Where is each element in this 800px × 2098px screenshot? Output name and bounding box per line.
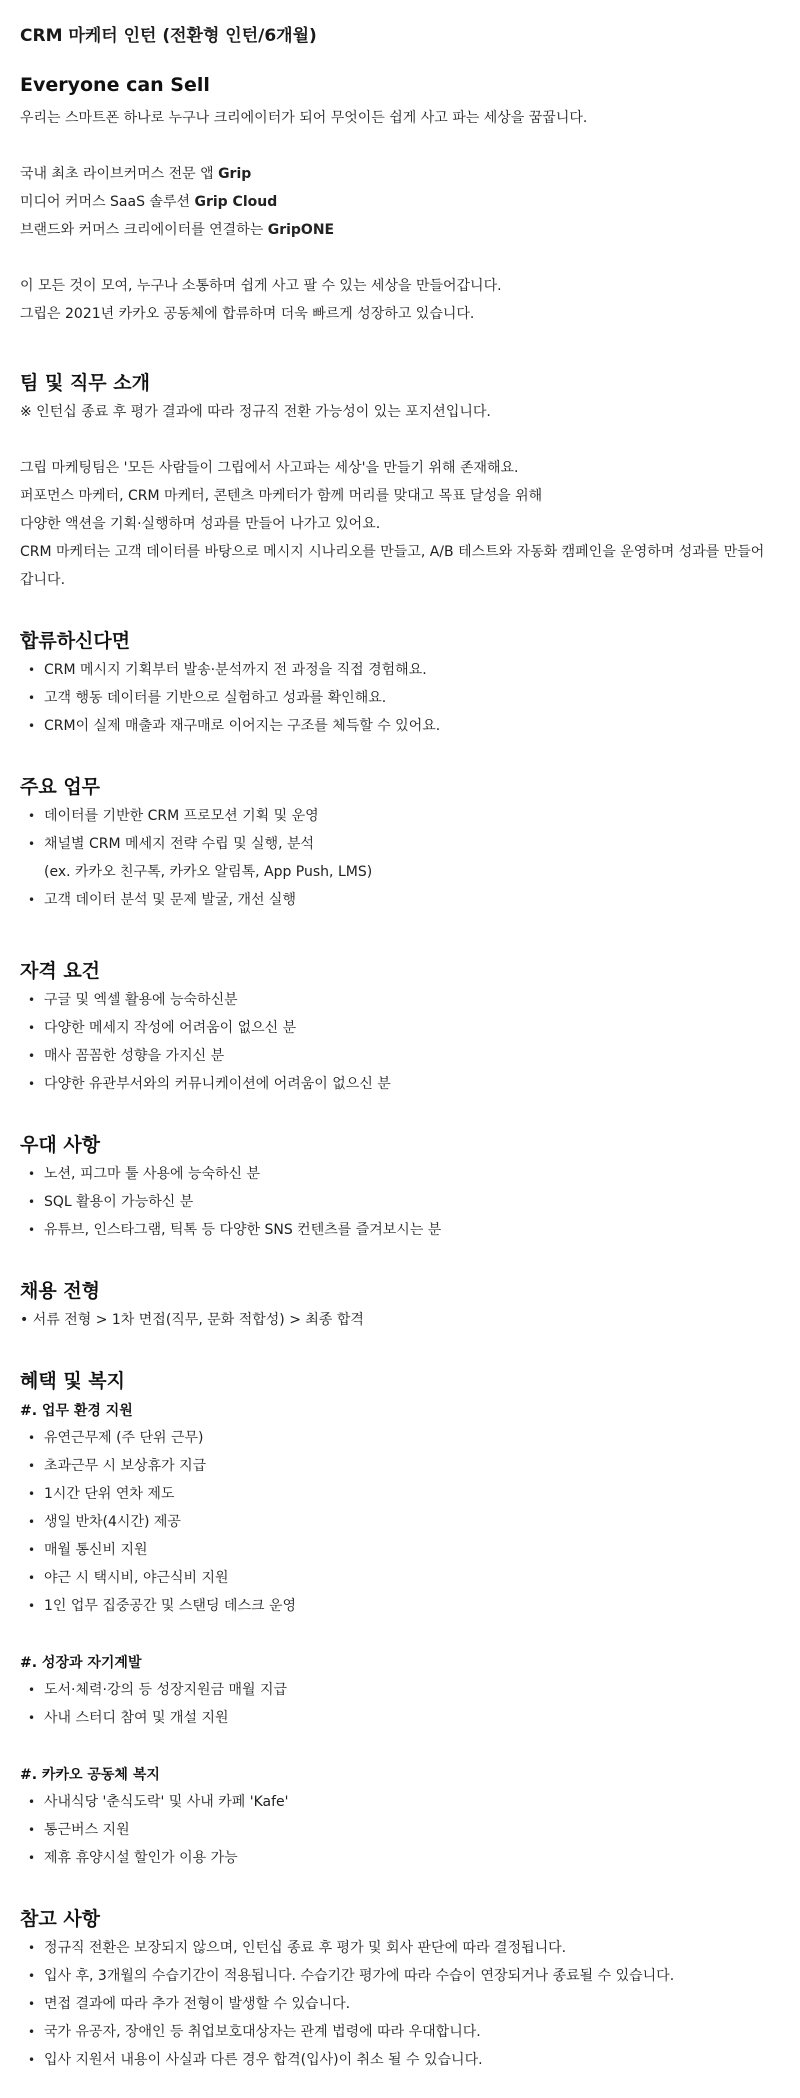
list-item: • 매월 통신비 지원: [34, 1540, 138, 1560]
benefit-group-title: #. 성장과 자기계발: [20, 1655, 142, 1671]
list-item: • 데이터를 기반한 CRM 프로모션 기획 및 운영: [34, 806, 309, 826]
list-item: • 사내식당 '춘식도락' 및 사내 카페 'Kafe': [34, 1792, 279, 1812]
list-item: • 면접 결과에 따라 추가 전형이 발생할 수 있습니다.: [34, 1994, 340, 2014]
team-line: 그립 마케팅팀은 '모든 사람들이 그립에서 사고파는 세상'을 만들기 위해 존재해요.: [20, 460, 519, 476]
intro-heading: Everyone can Sell: [20, 74, 210, 96]
join-heading: 합류하신다면: [20, 630, 131, 652]
list-item: • 유튜브, 인스타그램, 틱톡 등 다양한 SNS 컨텐츠를 즐겨보시는 분: [34, 1220, 431, 1240]
team-line: CRM 마케터는 고객 데이터를 바탕으로 메시지 시나리오를 만들고, A/B 테스트와 자동화 캠페인을 운영하며 성과를 만들어 갑니다.: [20, 544, 765, 588]
list-item-continuation: (ex. 카카오 친구톡, 카카오 알림톡, App Push, LMS): [44, 864, 373, 880]
list-item: • 제휴 휴양시설 할인가 이용 가능: [34, 1848, 228, 1868]
benefit-group-title: #. 카카오 공동체 복지: [20, 1767, 160, 1783]
duties-heading: 주요 업무: [20, 776, 101, 798]
list-item: • 고객 행동 데이터를 기반으로 실험하고 성과를 확인해요.: [34, 688, 376, 708]
list-item: • 초과근무 시 보상휴가 지급: [34, 1456, 196, 1476]
intro-line: 이 모든 것이 모여, 누구나 소통하며 쉽게 사고 팔 수 있는 세상을 만들어갑니다.: [20, 278, 502, 294]
list-item: • 다양한 메세지 작성에 어려움이 없으신 분: [34, 1018, 286, 1038]
list-item: • 1인 업무 집중공간 및 스탠딩 데스크 운영: [34, 1596, 286, 1616]
team-note: ※ 인턴십 종료 후 평가 결과에 따라 정규직 전환 가능성이 있는 포지션입니다.: [20, 404, 491, 420]
list-item: • SQL 활용이 가능하신 분: [34, 1192, 183, 1212]
list-item: • 구글 및 엑셀 활용에 능숙하신분: [34, 990, 228, 1010]
team-line: 다양한 액션을 기획·실행하며 성과를 만들어 나가고 있어요.: [20, 516, 381, 532]
list-item: • 통근버스 지원: [34, 1820, 120, 1840]
list-item: • 국가 유공자, 장애인 등 취업보호대상자는 관계 법령에 따라 우대합니다.: [34, 2022, 471, 2042]
requirements-heading: 자격 요건: [20, 960, 101, 982]
benefit-group-title: #. 업무 환경 지원: [20, 1403, 133, 1419]
process-heading: 채용 전형: [20, 1280, 101, 1302]
list-item: • 야근 시 택시비, 야근식비 지원: [34, 1568, 219, 1588]
team-line: 퍼포먼스 마케터, CRM 마케터, 콘텐츠 마케터가 함께 머리를 맞대고 목표 달성을 위해: [20, 488, 543, 504]
benefits-heading: 혜택 및 복지: [20, 1370, 125, 1392]
notes-heading: 참고 사항: [20, 1908, 101, 1930]
list-item: • CRM이 실제 매출과 재구매로 이어지는 구조를 체득할 수 있어요.: [34, 716, 430, 736]
list-item: • 생일 반차(4시간) 제공: [34, 1512, 171, 1532]
list-item: • 정규직 전환은 보장되지 않으며, 인턴십 종료 후 평가 및 회사 판단에 따라 결정됩니다.: [34, 1938, 556, 1958]
list-item: • 유연근무제 (주 단위 근무): [34, 1428, 194, 1448]
list-item: • 입사 지원서 내용이 사실과 다른 경우 합격(입사)이 취소 될 수 있습니다.: [34, 2050, 473, 2070]
list-item: • 입사 후, 3개월의 수습기간이 적용됩니다. 수습기간 평가에 따라 수습이 연장되거나 종료될 수 있습니다.: [34, 1966, 664, 1986]
intro-line: 그립은 2021년 카카오 공동체에 합류하며 더욱 빠르게 성장하고 있습니다.: [20, 306, 475, 322]
app-grip: 국내 최초 라이브커머스 전문 앱 Grip: [20, 166, 252, 182]
team-heading: 팀 및 직무 소개: [20, 372, 150, 394]
intro-line: 우리는 스마트폰 하나로 누구나 크리에이터가 되어 무엇이든 쉽게 사고 파는 세상을 꿈꿉니다.: [20, 110, 588, 126]
list-item: • 고객 데이터 분석 및 문제 발굴, 개선 실행: [34, 890, 286, 910]
preferred-heading: 우대 사항: [20, 1134, 101, 1156]
list-item: • 사내 스터디 참여 및 개설 지원: [34, 1708, 219, 1728]
list-item: • 다양한 유관부서와의 커뮤니케이션에 어려움이 없으신 분: [34, 1074, 381, 1094]
list-item: • CRM 메시지 기획부터 발송·분석까지 전 과정을 직접 경험해요.: [34, 660, 417, 680]
list-item: • 채널별 CRM 메세지 전략 수립 및 실행, 분석: [34, 834, 304, 854]
process-steps: • 서류 전형 > 1차 면접(직무, 문화 적합성) > 최종 합격: [20, 1312, 364, 1328]
app-griphone: 브랜드와 커머스 크리에이터를 연결하는 GripONE: [20, 222, 335, 238]
list-item: • 도서·체력·강의 등 성장지원금 매월 지급: [34, 1680, 277, 1700]
list-item: • 노션, 피그마 툴 사용에 능숙하신 분: [34, 1164, 250, 1184]
list-item: • 1시간 단위 연차 제도: [34, 1484, 164, 1504]
list-item: • 매사 꼼꼼한 성향을 가지신 분: [34, 1046, 214, 1066]
page-title: CRM 마케터 인턴 (전환형 인턴/6개월): [20, 26, 317, 46]
app-grip-cloud: 미디어 커머스 SaaS 솔루션 Grip Cloud: [20, 194, 278, 210]
